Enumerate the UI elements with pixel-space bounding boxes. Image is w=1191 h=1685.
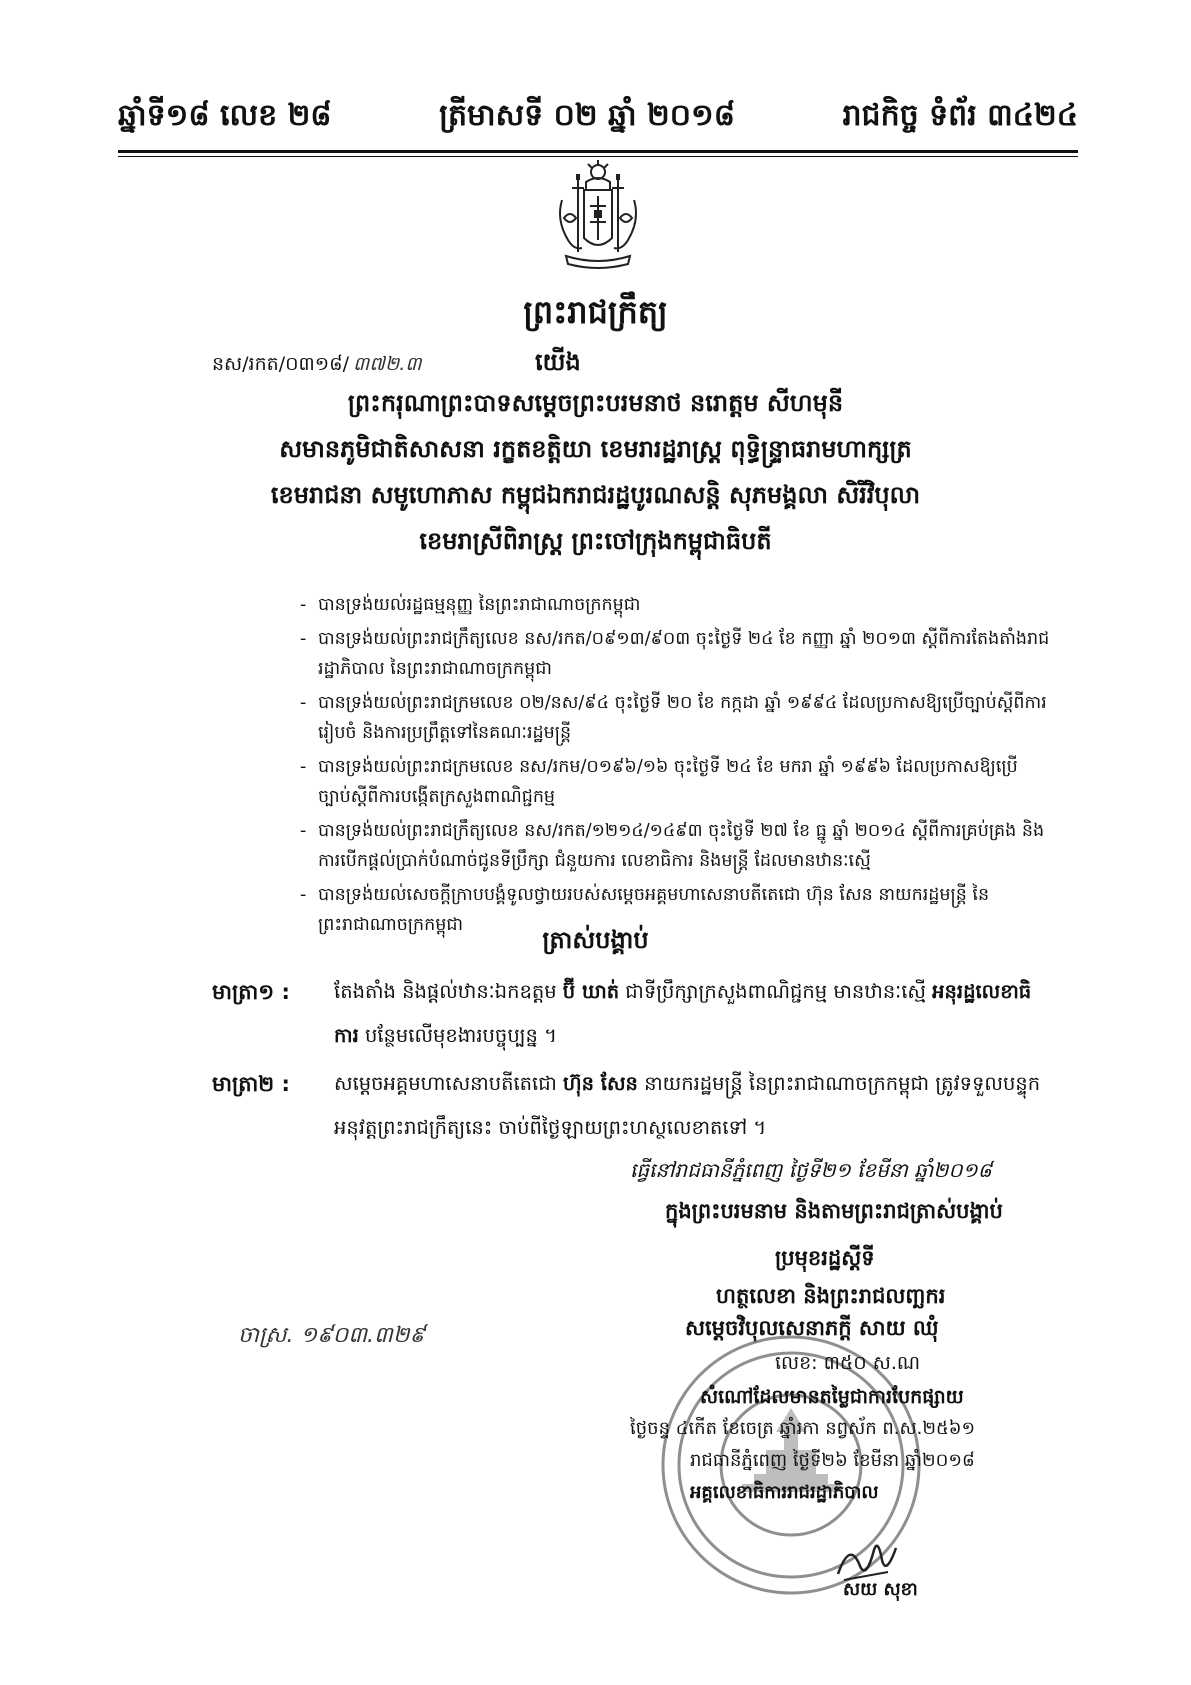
king-title-line: ព្រះករុណាព្រះបាទសម្ដេចព្រះបរមនាថ នរោត្តម សីហមុនី — [347, 389, 844, 417]
whereas-item: - បានទ្រង់យល់ព្រះរាជក្រឹត្យលេខ នស/រកត/១២១៤/១៤៩៣ ចុះថ្ងៃទី ២៧ ខែ ធ្នូ ឆ្នាំ ២០១៤ ស្ដីពីការគ្រប់គ្រង និងការបើកផ្ដល់ប្រាក់បំណាច់ជូនទីប្រឹក្សា ជំនួយការ លេខាធិការ និងមន្ត្រី ដែលមានឋានៈស្មើ — [300, 816, 1050, 876]
article-text: ជាទីប្រឹក្សាក្រសួងពាណិជ្ជកម្ម មានឋានៈស្មើ — [625, 980, 926, 1003]
gazette-header — [118, 88, 1078, 148]
appointee-name: ប៊ី ឃាត់ — [562, 980, 620, 1003]
whereas-item: - បានទ្រង់យល់ព្រះរាជក្រមលេខ នស/រកម/០១៩៦/១៦ ចុះថ្ងៃទី ២៤ ខែ មករា ឆ្នាំ ១៩៩៦ ដែលប្រកាសឱ្យប្រើច្បាប់ស្ដីពីការបង្កើតក្រសួងពាណិជ្ជកម្ម — [300, 752, 1050, 812]
article-body — [334, 1062, 1052, 1150]
article-text: សម្ដេចអគ្គមហាសេនាបតីតេជោ — [334, 1072, 557, 1095]
decree-we: យើង — [535, 348, 581, 376]
whereas-item: - បានទ្រង់យល់ព្រះរាជក្រឹត្យលេខ នស/រកត/០៩១៣/៩០៣ ចុះថ្ងៃទី ២៤ ខែ កញ្ញា ឆ្នាំ ២០១៣ ស្ដីពីការតែងតាំងរាជរដ្ឋាភិបាល នៃព្រះរាជាណាចក្រកម្ពុជា — [300, 624, 1050, 684]
certification-lunar-date: ថ្ងៃចន្ទ ៤កើត ខែចេត្រ ឆ្នាំរកា នព្វស័ក ព.ស.២៥៦១ — [630, 1418, 976, 1439]
gazette-page: រាជកិច្ច ទំព័រ ៣៤២៤ — [842, 98, 1078, 133]
gazette-year-issue: ឆ្នាំទី១៨ លេខ ២៨ — [118, 98, 332, 133]
header-divider-thin — [118, 156, 1078, 157]
header-divider — [118, 150, 1078, 153]
certification-title: សំណៅដែលមានតម្លៃជាការបែកផ្សាយ — [700, 1386, 964, 1408]
whereas-list — [300, 590, 1050, 944]
certification-place-date: រាជធានីភ្នំពេញ ថ្ងៃទី២៦ ខែមីនា ឆ្នាំ២០១៨ — [690, 1450, 975, 1471]
gazette-quarter: ត្រីមាសទី ០២ ឆ្នាំ ២០១៨ — [439, 98, 735, 133]
king-title-line: សមានភូមិជាតិសាសនា រក្ខតខត្តិយា ខេមរារដ្ឋរាស្ត្រ ពុទ្ធិន្ទ្រាធរាមហាក្សត្រ — [279, 435, 912, 463]
whereas-item: - បានទ្រង់យល់សេចក្ដីក្រាបបង្គំទូលថ្វាយរបស់សម្ដេចអគ្គមហាសេនាបតីតេជោ ហ៊ុន សែន នាយករដ្ឋមន្ត្រី នៃព្រះរាជាណាចក្រកម្ពុជា — [300, 880, 1050, 940]
king-title-line: ខេមរាស្រីពិរាស្ត្រ ព្រះចៅក្រុងកម្ពុជាធិបតី — [419, 527, 772, 555]
whereas-item: - បានទ្រង់យល់ព្រះរាជក្រមលេខ ០២/នស/៩៤ ចុះថ្ងៃទី ២០ ខែ កក្កដា ឆ្នាំ ១៩៩៤ ដែលប្រកាសឱ្យប្រើច្បាប់ស្ដីពីការរៀបចំ និងការប្រព្រឹត្តទៅនៃគណៈរដ្ឋមន្ត្រី — [300, 688, 1050, 748]
signature-seal-label: ហត្ថលេខា និងព្រះរាជលញ្ឆករ — [716, 1284, 946, 1308]
decree-title: ព្រះរាជក្រឹត្យ — [523, 293, 668, 331]
article-text: នាយករដ្ឋមន្ត្រី នៃព្រះរាជាណាចក្រកម្ពុជា ត្រូវទទួលបន្ទុកអនុវត្តព្រះរាជក្រឹត្យនេះ ចាប់ពីថ្ងៃឡាយព្រះហស្ថលេខាតទៅ ។ — [334, 1072, 1041, 1139]
article-1 — [212, 970, 1052, 1058]
decree-reference — [212, 352, 422, 380]
article-label: មាត្រា១ : — [212, 980, 290, 1004]
article-text: តែងតាំង និងផ្ដល់ឋានៈឯកឧត្ដម — [334, 980, 557, 1003]
appointee-rank: អនុរដ្ឋលេខាធិការ — [334, 980, 1032, 1047]
certifier-name: សយ សុខា — [843, 1579, 918, 1600]
decree-reference-handwritten: ៣៧២.៣ — [353, 353, 422, 375]
signing-authority-line: ក្នុងព្រះបរមនាម និងតាមព្រះរាជត្រាស់បង្គាប់ — [665, 1199, 1003, 1223]
king-title-line: ខេមរាជនា សមូហោភាស កម្ពុជឯករាជរដ្ឋបូរណសន្តិ សុភមង្គលា សិរីវិបុលា — [270, 481, 921, 509]
decides-heading: ត្រាស់បង្គាប់ — [542, 926, 649, 954]
article-body — [334, 970, 1052, 1058]
certification-number: លេខ: ៣៥០ ស.ណ — [775, 1352, 921, 1374]
royal-arms-icon — [548, 160, 648, 272]
certification-office: អគ្គលេខាធិការរាជរដ្ឋាភិបាល — [690, 1482, 879, 1503]
archive-handwritten-note: ចាស្រ. ១៩០៣.៣២៩ — [238, 1323, 426, 1348]
signatory-name: សម្ដេចវិបុលសេនាភក្ដី សាយ ឈុំ — [685, 1316, 939, 1340]
article-text: បន្ថែមលើមុខងារបច្ចុប្បន្ន ។ — [364, 1024, 557, 1047]
signing-date: ធ្វើនៅរាជធានីភ្នំពេញ ថ្ងៃទី២១ ខែមីនា ឆ្នាំ២០១៨ — [630, 1158, 992, 1182]
article-label: មាត្រា២ : — [212, 1072, 290, 1096]
whereas-item: - បានទ្រង់យល់រដ្ឋធម្មនុញ្ញ នៃព្រះរាជាណាចក្រកម្ពុជា — [300, 590, 1050, 620]
acting-head-of-state: ប្រមុខរដ្ឋស្ដីទី — [775, 1246, 875, 1270]
article-2 — [212, 1062, 1052, 1150]
prime-minister-name: ហ៊ុន សែន — [563, 1072, 638, 1095]
decree-reference-number: នស/រកត/០៣១៨/ — [212, 353, 350, 375]
